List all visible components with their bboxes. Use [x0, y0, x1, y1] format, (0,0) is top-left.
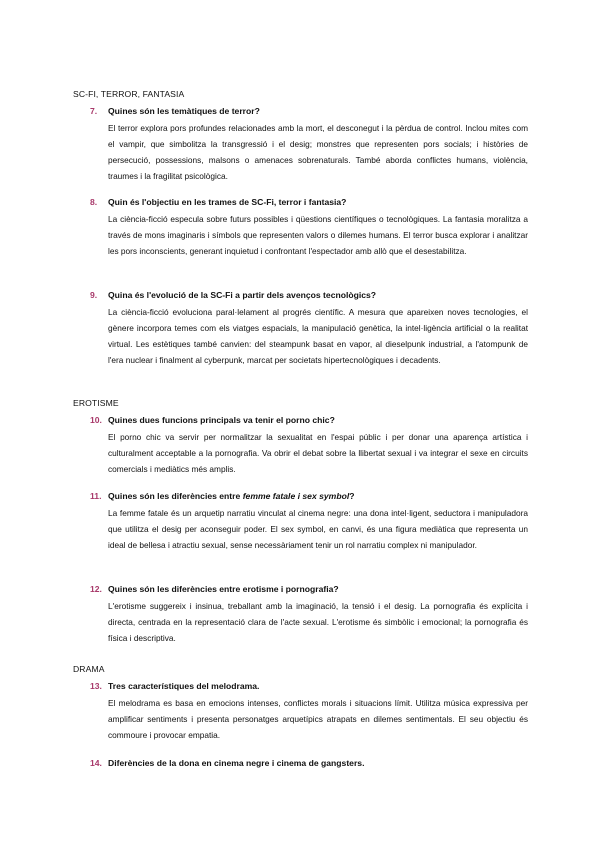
question-text: Diferències de la dona en cinema negre i cinema de gangsters. [108, 758, 365, 768]
question-12 [90, 584, 528, 594]
question-number: 9. [90, 290, 98, 300]
section-heading-drama: DRAMA [73, 664, 105, 674]
question-number: 13. [90, 681, 102, 691]
question-10 [90, 415, 528, 425]
question-number: 12. [90, 584, 102, 594]
answer-11: La femme fatale és un arquetip narratiu vinculat al cinema negre: una dona intel·ligent, seductora i manipuladora que utilitza el desig per aconseguir poder. El sex symbol, en canvi, és una figura mediàtica que representa un ideal de bellesa i atractiu sexual, sense necessàriament tenir un rol narratiu complex ni manipulador. [108, 508, 528, 550]
question-suffix: ? [349, 491, 355, 501]
answer-8: La ciència-ficció especula sobre futurs possibles i qüestions científiques o tecnològiques. La fantasia moralitza a través de mons imaginaris i símbols que representen valors o dilemes humans. El terror busca explorar i analitzar les pors inconscients, generant inquietud i confrontant l'espectador amb allò que el desestabilitza. [108, 214, 528, 256]
question-13 [90, 681, 528, 691]
question-text: Quin és l'objectiu en les trames de SC-Fi, terror i fantasia? [108, 197, 347, 207]
question-text: Tres característiques del melodrama. [108, 681, 260, 691]
answer-12: L'erotisme suggereix i insinua, treballant amb la imaginació, la tensió i el desig. La pornografia és explícita i directa, centrada en la representació clara de l'acte sexual. L'erotisme és simbòlic i emocional; la pornografia és física i descriptiva. [108, 601, 528, 643]
question-number: 8. [90, 197, 98, 207]
answer-9: La ciència-ficció evoluciona paral·lelament al progrés científic. A mesura que apareixen noves tecnologies, el gènere incorpora temes com els viatges espacials, la manipulació genètica, la intel·ligència artificial o la realitat virtual. Les estètiques també canvien: del steampunk basat en vapor, al dieselpunk industrial, a l'atompunk de l'era nuclear i finalment al cyberpunk, marcat per societats hipertecnològiques i decadents. [108, 307, 528, 365]
question-7 [90, 106, 528, 116]
question-8 [90, 197, 528, 207]
question-9 [90, 290, 528, 300]
question-text: Quines són les temàtiques de terror? [108, 106, 260, 116]
section-heading-erotisme: EROTISME [73, 398, 119, 408]
question-11 [90, 491, 528, 501]
question-text: Quines dues funcions principals va tenir el porno chic? [108, 415, 335, 425]
question-text: Quina és l'evolució de la SC-Fi a partir dels avenços tecnològics? [108, 290, 377, 300]
question-emphasis: femme fatale i sex symbol [242, 491, 350, 501]
section-heading-scifi: SC-FI, TERROR, FANTASIA [73, 89, 185, 99]
question-number: 14. [90, 758, 102, 768]
question-number: 11. [90, 491, 102, 501]
answer-13: El melodrama es basa en emocions intenses, conflictes morals i situacions límit. Utilitza música expressiva per amplificar sentiments i presenta personatges arquetípics atrapats en dilemes sentimentals. El seu objectiu és commoure i provocar empatia. [108, 698, 528, 740]
question-number: 7. [90, 106, 98, 116]
answer-10: El porno chic va servir per normalitzar la sexualitat en l'espai públic i per donar una aparença artística i culturalment acceptable a la pornografia. Va obrir el debat sobre la llibertat sexual i va integrar el sexe en circuits comercials i mediàtics més amplis. [108, 432, 528, 474]
question-text: Quines són les diferències entre erotisme i pornografia? [108, 584, 339, 594]
question-text: Quines són les diferències entre [108, 491, 243, 501]
question-14 [90, 758, 528, 768]
question-number: 10. [90, 415, 102, 425]
answer-7: El terror explora pors profundes relacionades amb la mort, el desconegut i la pèrdua de control. Inclou mites com el vampir, que simbolitza la transgressió i el desig; monstres que representen pors socials; i històries de persecució, possessions, malsons o amenaces sobrenaturals. També aborda conflictes humans, violència, traumes i la fragilitat psicològica. [108, 123, 528, 181]
